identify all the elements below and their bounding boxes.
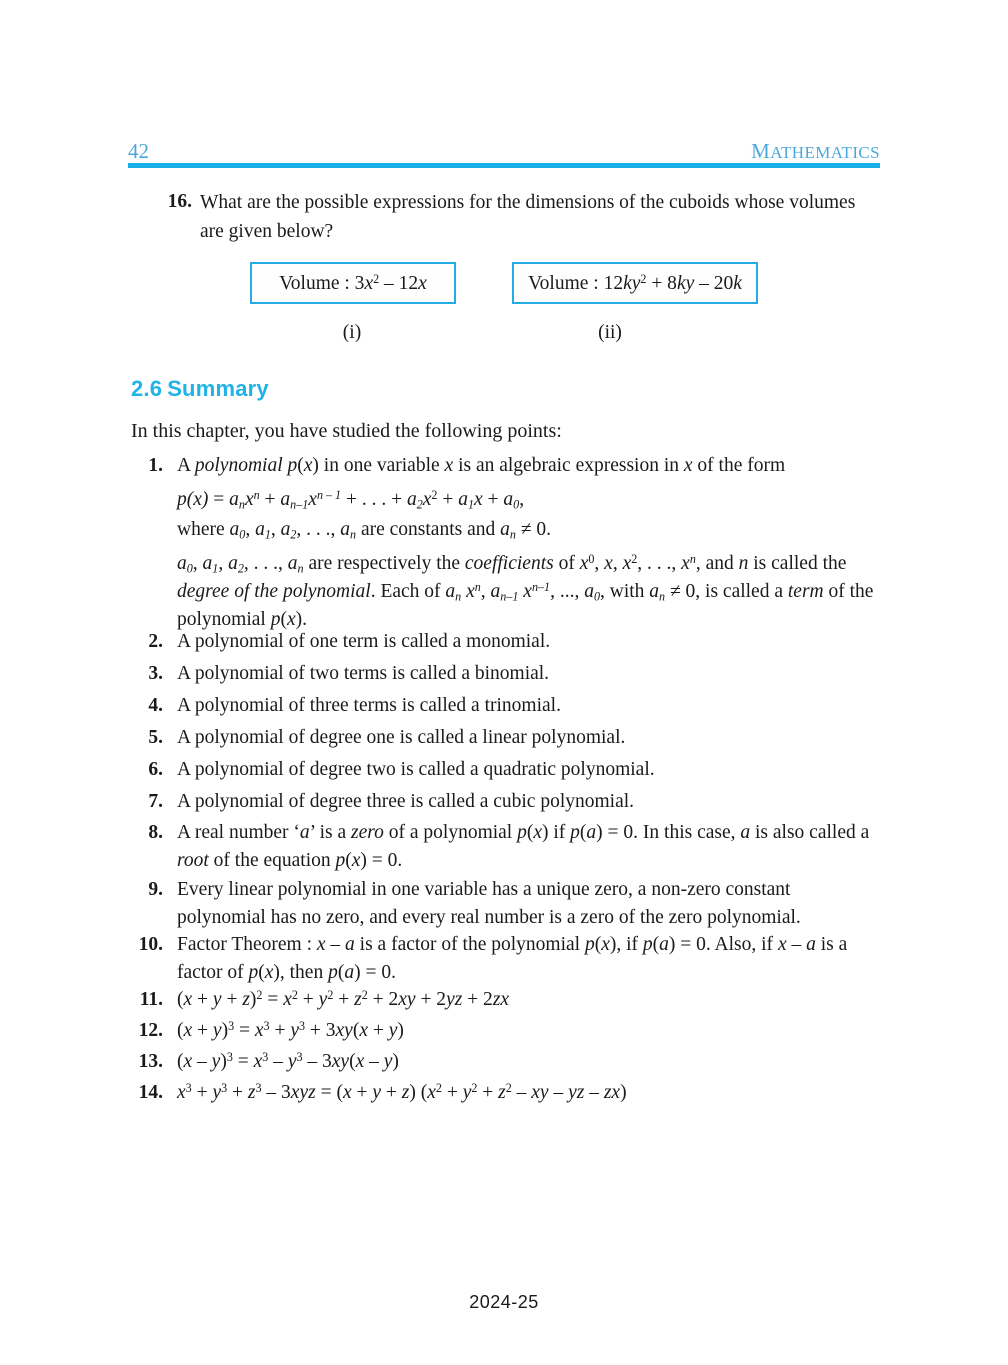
summary-item-14 <box>131 1079 883 1107</box>
summary-item-12-identity: $(x + y)^3 = x^3 + y^3 + 3xy(x + y)$ <box>177 1019 404 1041</box>
summary-item-4-number: 4. <box>148 695 163 716</box>
volume-boxes-row <box>250 262 880 304</box>
page-number: 42 <box>128 139 149 163</box>
summary-item-13-identity: $(x - y)^3 = x^3 - y^3 - 3xy(x - y)$ <box>177 1050 399 1072</box>
running-head-initial: M <box>751 139 771 163</box>
summary-item-10 <box>131 931 883 987</box>
summary-item-4-text: A polynomial of three terms is called a trinomial. <box>177 695 561 716</box>
summary-item-13-number: 13. <box>138 1051 163 1072</box>
summary-item-6 <box>131 756 883 784</box>
summary-item-2-text: A polynomial of one term is called a monomial. <box>177 631 551 652</box>
summary-item-13 <box>131 1048 883 1076</box>
volume-box-i <box>250 262 456 304</box>
summary-item-14-number: 14. <box>138 1082 163 1103</box>
summary-item-11 <box>131 986 883 1014</box>
volume-box-ii-expression: Volume : $12ky^2 + 8ky - 20k$ <box>528 271 742 294</box>
summary-intro: In this chapter, you have studied the following points: <box>131 420 562 442</box>
summary-item-8-text: A real number ‘a’ is a zero of a polynomial p(x) if p(a) = 0. In this case, a is also called a root of the equation p(x) = 0. <box>177 822 870 872</box>
volume-caption-ii: (ii) <box>598 322 622 343</box>
summary-item-8 <box>131 819 883 875</box>
volume-box-i-expression: Volume : $3x^2 - 12x$ <box>279 271 427 294</box>
summary-item-12 <box>131 1017 883 1045</box>
summary-item-1 <box>131 452 883 634</box>
summary-item-8-number: 8. <box>148 822 163 843</box>
summary-item-6-text: A polynomial of degree two is called a quadratic polynomial. <box>177 759 655 780</box>
summary-item-5 <box>131 724 883 752</box>
summary-item-1-line-1: A polynomial p(x) in one variable x is an algebraic expression in x of the form <box>177 455 786 476</box>
summary-item-2-number: 2. <box>148 631 163 652</box>
summary-item-1-number: 1. <box>148 455 163 476</box>
summary-item-9-text: Every linear polynomial in one variable has a unique zero, a non-zero constant polynomial has no zero, and every real number is a zero of the zero polynomial. <box>177 879 801 929</box>
summary-item-9-number: 9. <box>148 879 163 900</box>
summary-item-2 <box>131 628 883 656</box>
summary-item-3-number: 3. <box>148 663 163 684</box>
running-head-title <box>751 141 880 162</box>
summary-item-10-text: Factor Theorem : x – a is a factor of the polynomial p(x), if p(a) = 0. Also, if x – a is a factor of p(x), then p(a) = 0. <box>177 934 848 984</box>
summary-item-7-number: 7. <box>148 791 163 812</box>
summary-item-12-number: 12. <box>138 1020 163 1041</box>
summary-item-10-number: 10. <box>138 934 163 955</box>
running-head <box>128 136 880 162</box>
summary-item-14-identity: $x^3 + y^3 + z^3 - 3xyz = (x + y + z) (x^2 + y^2 + z^2$ – xy – yz – zx) <box>177 1081 627 1103</box>
summary-item-1-line-4: $a_0$, $a_1$, $a_2$, . . ., $a_n$ are respectively the coefficients of $x^0$, x, $x^2$, . . ., $x^n$, and n is called the degree of the polynomial. Each of $a_n$ $x^n$, $a_{n-1}$ $x^{n-1}$, ..., $a_0$, with $a_n \ne 0$, is called a term of the polynomial p(x). <box>177 552 874 631</box>
summary-item-5-text: A polynomial of degree one is called a linear polynomial. <box>177 727 626 748</box>
summary-item-11-number: 11. <box>139 989 163 1010</box>
summary-item-11-identity: $(x + y + z)^2 = x^2 + y^2 + z^2 + 2xy + 2yz + 2zx$ <box>177 988 510 1010</box>
volume-caption-i: (i) <box>342 322 362 343</box>
section-heading <box>131 376 269 402</box>
question-16-text: What are the possible expressions for the dimensions of the cuboids whose volumes are given below? <box>200 192 856 243</box>
section-title: Summary <box>167 376 269 401</box>
volume-box-captions <box>250 322 880 350</box>
summary-item-4 <box>131 692 883 720</box>
page-footer: 2024-25 <box>469 1292 539 1312</box>
header-rule <box>128 163 880 168</box>
summary-item-1-equation: $p(x) = a_nx^n + a_{n-1}x^{n - 1}$ + . . . + $a_2x^2 + a_1x + a_0$, <box>177 488 525 512</box>
summary-item-1-body <box>177 452 883 634</box>
question-16-number: 16. <box>167 191 192 212</box>
running-head-rest: ATHEMATICS <box>770 143 880 162</box>
section-number: 2.6 <box>131 376 163 401</box>
summary-item-1-line-3: where $a_0$, $a_1$, $a_2$, . . ., $a_n$ are constants and $a_n \ne 0$. <box>177 519 551 542</box>
summary-item-6-number: 6. <box>148 759 163 780</box>
summary-item-5-number: 5. <box>148 727 163 748</box>
summary-item-9 <box>131 876 883 932</box>
summary-item-7 <box>131 788 883 816</box>
summary-item-7-text: A polynomial of degree three is called a cubic polynomial. <box>177 791 635 812</box>
summary-item-3-text: A polynomial of two terms is called a binomial. <box>177 663 550 684</box>
summary-item-3 <box>131 660 883 688</box>
question-16 <box>158 188 880 247</box>
volume-box-ii <box>512 262 758 304</box>
